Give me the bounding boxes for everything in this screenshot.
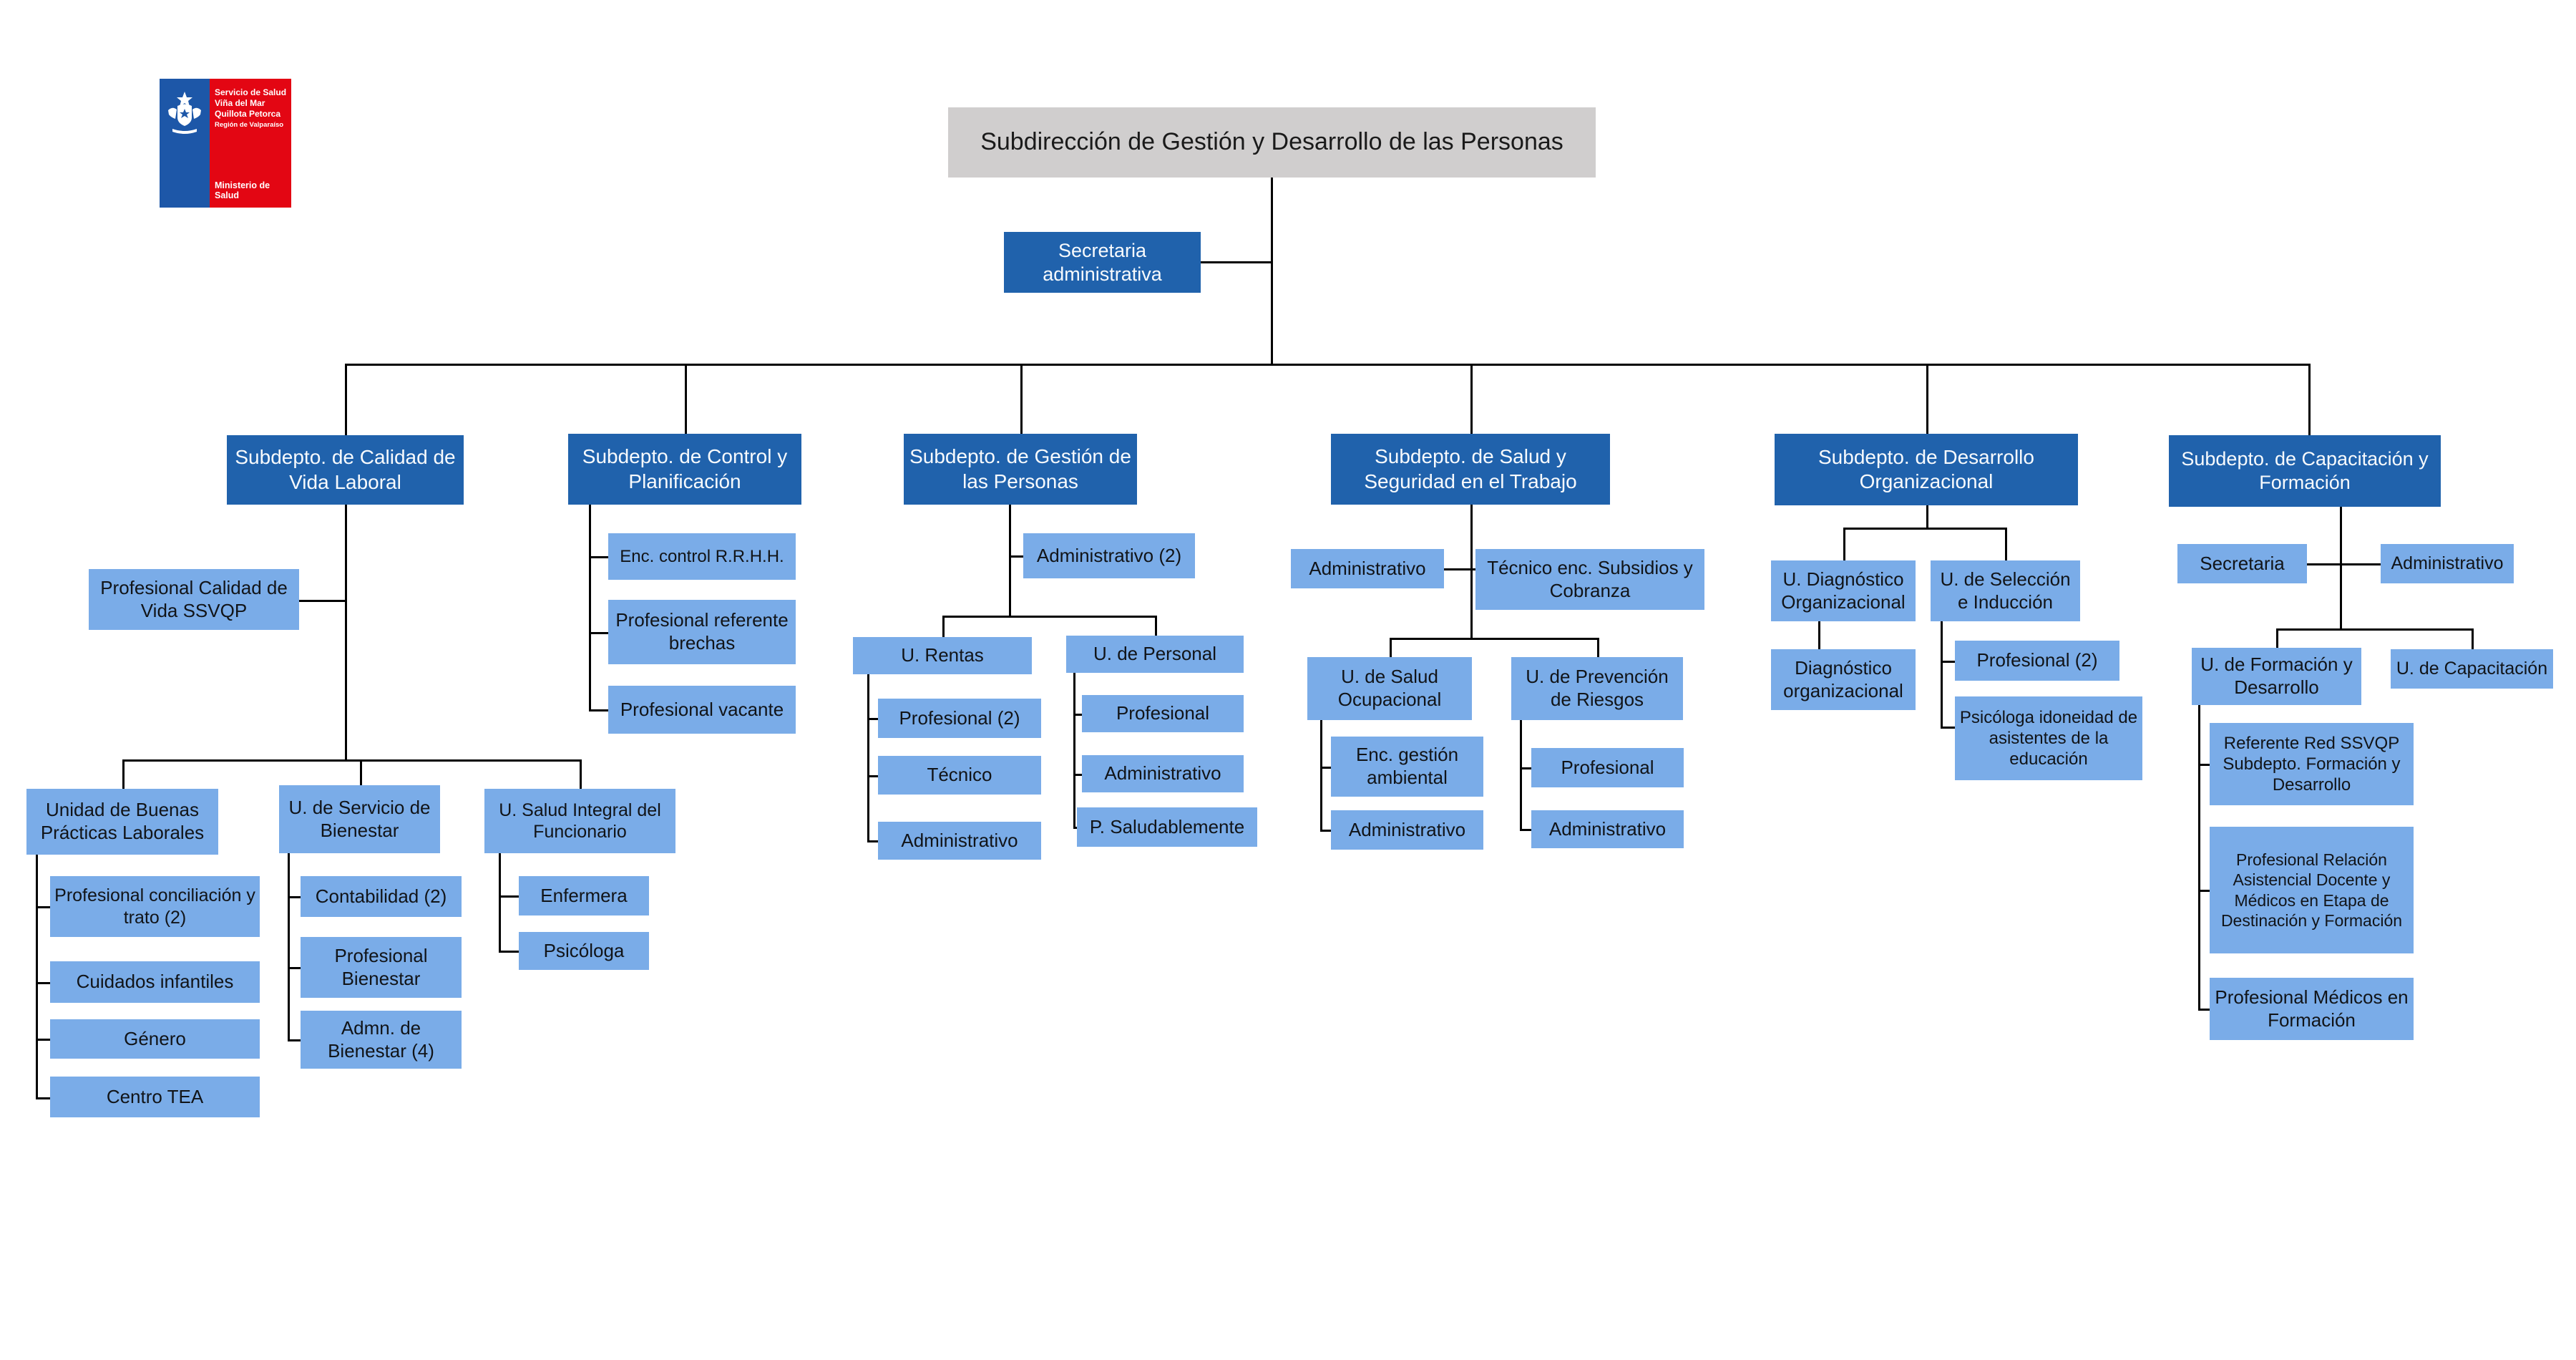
enfermera-box: Enfermera [519,876,649,915]
connector-line [2308,364,2311,438]
u-personal-box: U. de Personal [1066,636,1244,673]
logo-region-line: Región de Valparaíso [215,121,284,129]
administrativo-rentas-box: Administrativo [878,822,1041,860]
dept-salud-seguridad-box: Subdepto. de Salud y Seguridad en el Trabajo [1331,434,1610,505]
secretaria-capacitacion-box: Secretaria [2177,544,2307,583]
administrativo-salud-seg-box: Administrativo [1291,549,1444,588]
u-rentas-box: U. Rentas [853,637,1032,674]
logo-line-3: Quillota Petorca [215,109,281,119]
connector-line [1818,621,1820,651]
tecnico-rentas-box: Técnico [878,756,1041,795]
connector-line [1843,528,1845,563]
administrativo-capacitacion-box: Administrativo [2381,544,2514,583]
genero-box: Género [50,1019,260,1059]
connector-line [345,505,347,759]
u-diagnostico-organizacional-box: U. Diagnóstico Organizacional [1771,560,1916,621]
connector-line [1009,505,1011,617]
psicologa-idoneidad-box: Psicóloga idoneidad de asistentes de la educación [1955,696,2142,780]
admn-bienestar-box: Admn. de Bienestar (4) [301,1011,462,1069]
connector-line [2276,628,2474,631]
u-formacion-desarrollo-box: U. de Formación y Desarrollo [2192,648,2361,705]
logo-line-1: Servicio de Salud [215,87,287,97]
logo-text [215,87,286,130]
connector-line [685,364,687,437]
connector-line [1470,505,1473,638]
connector-line [345,364,2308,366]
connector-line [1271,178,1273,364]
centro-tea-box: Centro TEA [50,1077,260,1117]
prof-calidad-vida-ssvqp-box: Profesional Calidad de Vida SSVQP [89,569,299,630]
prof-2-seleccion-box: Profesional (2) [1955,641,2119,681]
connector-line [1444,568,1480,570]
connector-line [288,853,290,1041]
logo-red-panel [210,79,291,208]
connector-line [1073,673,1075,827]
unidad-buenas-practicas-box: Unidad de Buenas Prácticas Laborales [26,789,218,855]
prof-conciliacion-trato-box: Profesional conciliación y trato (2) [50,876,260,937]
contabilidad-box: Contabilidad (2) [301,876,462,917]
connector-line [2340,507,2342,630]
administrativo-personal-box: Administrativo [1082,755,1244,792]
secretaria-administrativa-box: Secretaria administrativa [1004,232,1201,293]
administrativo-2-gestion-box: Administrativo (2) [1023,533,1195,578]
enc-gestion-ambiental-box: Enc. gestión ambiental [1331,737,1483,797]
administrativo-salud-ocup-box: Administrativo [1331,810,1483,850]
prof-relacion-asistencial-box: Profesional Relación Asistencial Docente y Médicos en Etapa de Destinación y Formación [2210,827,2414,953]
cuidados-infantiles-box: Cuidados infantiles [50,961,260,1003]
logo-ministry-line: Ministerio de Salud [215,180,270,200]
diagnostico-organizacional-box: Diagnóstico organizacional [1771,649,1916,710]
prof-referente-brechas-box: Profesional referente brechas [608,600,796,664]
tecnico-enc-subsidios-box: Técnico enc. Subsidios y Cobranza [1475,549,1704,610]
p-saludablemente-box: P. Saludablemente [1077,807,1257,847]
connector-line [589,505,591,711]
connector-line [1201,261,1271,263]
prof-personal-box: Profesional [1082,695,1244,732]
u-capacitacion-box: U. de Capacitación [2391,649,2553,689]
connector-line [299,600,345,602]
psicologa-box: Psicóloga [519,932,649,970]
connector-line [942,616,1155,618]
connector-line [1470,364,1473,437]
connector-line [1941,621,1943,729]
connector-line [2005,528,2007,563]
administrativo-prevencion-box: Administrativo [1531,810,1684,848]
connector-line [499,853,501,952]
connector-line [1926,364,1928,437]
dept-calidad-vida-laboral-box: Subdepto. de Calidad de Vida Laboral [227,435,464,505]
prof-bienestar-box: Profesional Bienestar [301,937,462,998]
u-prevencion-riesgos-box: U. de Prevención de Riesgos [1511,657,1683,720]
connector-line [1020,364,1023,437]
connector-line [36,855,38,1099]
u-seleccion-induccion-box: U. de Selección e Inducción [1931,560,2080,621]
connector-line [1320,720,1322,831]
connector-line [1843,528,2005,530]
dept-gestion-personas-box: Subdepto. de Gestión de las Personas [904,434,1137,505]
u-salud-ocupacional-box: U. de Salud Ocupacional [1307,657,1472,720]
connector-line [867,674,869,842]
connector-line [2198,705,2200,1009]
logo-blue-panel [160,79,210,208]
u-servicio-bienestar-box: U. de Servicio de Bienestar [279,785,440,853]
dept-control-planificacion-box: Subdepto. de Control y Planificación [568,434,801,505]
u-salud-integral-funcionario-box: U. Salud Integral del Funcionario [484,789,675,853]
prof-medicos-formacion-box: Profesional Médicos en Formación [2210,978,2414,1040]
connector-line [122,759,580,762]
connector-line [1926,505,1928,530]
dept-desarrollo-organizacional-box: Subdepto. de Desarrollo Organizacional [1775,434,2078,505]
connector-line [345,364,347,438]
prof-vacante-box: Profesional vacante [608,686,796,734]
connector-line [2307,563,2386,565]
dept-capacitacion-formacion-box: Subdepto. de Capacitación y Formación [2169,435,2441,507]
prof-prevencion-box: Profesional [1531,748,1684,787]
root-title-box: Subdirección de Gestión y Desarrollo de las Personas [948,107,1596,178]
logo-line-2: Viña del Mar [215,98,265,108]
ministry-logo [160,79,291,208]
enc-control-rrhh-box: Enc. control R.R.H.H. [608,533,796,580]
coat-of-arms-icon [165,90,204,136]
connector-line [1520,720,1522,830]
connector-line [1390,638,1597,640]
referente-red-ssvqp-box: Referente Red SSVQP Subdepto. Formación y Desarrollo [2210,723,2414,805]
prof-2-rentas-box: Profesional (2) [878,699,1041,738]
